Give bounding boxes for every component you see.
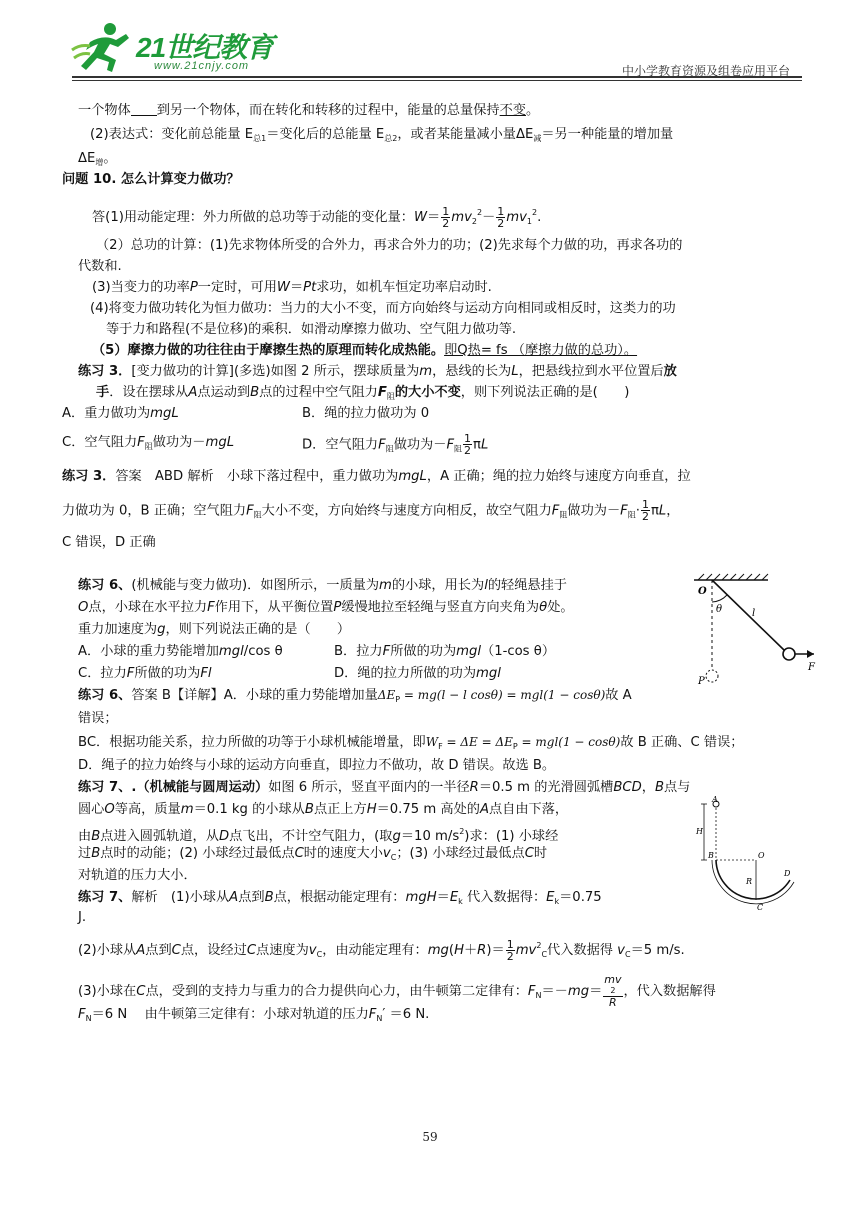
practice-6-answer-2: 错误； bbox=[78, 711, 118, 726]
practice-3-line1: 练习 3．[变力做功的计算](多选)如图 2 所示，摆球质量为m，悬线的长为L，把悬线拉到水平位置后放 bbox=[78, 364, 677, 379]
answer-1: 答(1)用动能定理：外力所做的总功等于动能的变化量：W＝ $\frac{1}{2}$ $mv_2^2-$ $\frac{1}{2}$ $mv_1^2$. bbox=[92, 204, 542, 230]
practice-6-answer-1: 练习 6、答案 B【详解】A．小球的重力势能增加量$\Delta E_P = mg(l - l$ cosθ) = mgl(1 − cosθ)故 A bbox=[78, 688, 632, 704]
practice-6-option-b: B．拉力F所做的功为mgl（1-cos θ） bbox=[334, 644, 556, 659]
runner-logo-icon bbox=[70, 20, 140, 76]
svg-text:H: H bbox=[696, 827, 703, 836]
fill-blank bbox=[131, 103, 157, 116]
label-theta: θ bbox=[716, 604, 723, 615]
practice-3-option-a: A．重力做功为mgL bbox=[62, 406, 179, 421]
logo bbox=[70, 20, 310, 80]
svg-text:R: R bbox=[746, 877, 753, 886]
practice-3-line2: 手．设在摆球从A点运动到B点的过程中空气阻力$F_阻$的大小不变，则下列说法正确的是( ) bbox=[96, 385, 630, 401]
practice-7-answer-3: (3)小球在C点，受到的支持力与重力的合力提供向心力，由牛顿第二定律有：$F_N=-mg=$ mv 2 R ，代入数据解得 bbox=[78, 973, 716, 1009]
practice-7-line3: 由B点进入圆弧轨道，从D点飞出，不计空气阻力，(取g＝10 $m/s^2$)求：(1) 小球经 bbox=[78, 827, 559, 844]
answer-3: (3)当变力的功率P一定时，可用W＝Pt求功，如机车恒定功率启动时. bbox=[92, 280, 492, 295]
practice-7-line2: 圆心O等高，质量m＝0.1 kg 的小球从B点正上方H＝0.75 m 高处的A点自由下落， bbox=[78, 802, 569, 817]
answer-4-cont: 等于力和路程(不是位移)的乘积．如滑动摩擦力做功、空气阻力做功等. bbox=[106, 322, 517, 337]
practice-3-answer-2: 力做功为 0，B 正确；空气阻力$F_阻$大小不变，方向始终与速度方向相反，故空气阻力$F_阻$做功为$-F_阻\cdot$ $\frac{1}{2}$ πL， bbox=[62, 498, 680, 523]
practice-6-option-a: A．小球的重力势能增加mgl/cos θ bbox=[78, 644, 283, 659]
logo-url: www.21cnjy.com bbox=[154, 60, 250, 72]
practice-3-answer-1: 练习 3．答案 ABD 解析 小球下落过程中，重力做功为mgL，A 正确；绳的拉力始终与速度方向垂直，拉 bbox=[62, 469, 691, 484]
practice-6-line2: O点，小球在水平拉力F作用下，从平衡位置P缓慢地拉至轻绳与竖直方向夹角为θ处。 bbox=[78, 600, 574, 615]
practice-3-answer-3: C 错误，D 正确 bbox=[62, 535, 156, 550]
practice-7-answer-4: $F_N=6$ N 由牛顿第三定律有：小球对轨道的压力$F_N' =6$ N. bbox=[78, 1007, 430, 1023]
svg-text:C: C bbox=[757, 903, 764, 912]
label-l: l bbox=[752, 608, 756, 619]
svg-text:D: D bbox=[784, 869, 791, 878]
expression-line-2: $\Delta E_增$。 bbox=[78, 151, 117, 167]
practice-7-answer-2: (2)小球从A点到C点，设经过C点速度为$v_C$，由动能定理有：mg(H＋R)＝ $\frac{1}{2}$ $mv^2_C$代入数据得 $v_C=5$ m/s. bbox=[78, 937, 685, 963]
practice-3-option-c: C．空气阻力$F_阻$做功为－mgL bbox=[62, 435, 235, 451]
expression-line: (2)表达式：变化前总能量 $E_{总1}=$变化后的总能量 $E_{总2}$，或者某能量减小量$\Delta E_减=$另一种能量的增加量 bbox=[90, 127, 674, 143]
label-o: O bbox=[698, 586, 707, 597]
practice-6-option-d: D．绳的拉力所做的功为mgl bbox=[334, 666, 501, 681]
page-header bbox=[60, 18, 800, 80]
answer-2-cont: 代数和. bbox=[78, 259, 122, 274]
practice-7-line5: 对轨道的压力大小． bbox=[78, 868, 197, 883]
svg-text:O: O bbox=[758, 851, 765, 860]
header-rule bbox=[72, 76, 802, 78]
practice-7-answer-1b: J. bbox=[78, 910, 87, 925]
practice-6-answer-4: D．绳子的拉力始终与小球的运动方向垂直，即拉力不做功，故 D 错误。故选 B。 bbox=[78, 758, 556, 773]
label-f: F bbox=[808, 662, 815, 673]
header-rule-thin bbox=[72, 80, 802, 81]
practice-7-line4: 过B点时的动能；(2) 小球经过最低点C时的速度大小$v_C$；(3) 小球经过最低点C时 bbox=[78, 846, 548, 862]
pendulum-figure bbox=[690, 572, 820, 692]
logo-text: 21世纪教育 bbox=[136, 32, 274, 63]
page-number: 59 bbox=[422, 1130, 438, 1144]
energy-conservation-line: 一个物体 到另一个物体，而在转化和转移的过程中，能量的总量保持不变。 bbox=[78, 103, 540, 118]
practice-3-option-d: D．空气阻力$F_阻$做功为$-F_阻$ $\frac{1}{2}$ πL bbox=[302, 432, 489, 457]
circular-track-figure bbox=[690, 796, 800, 926]
answer-2: （2）总功的计算：(1)先求物体所受的合外力，再求合外力的功；(2)先求每个力做的功，再求各功的 bbox=[96, 238, 683, 253]
svg-text:A: A bbox=[712, 796, 718, 804]
answer-5: （5）摩擦力做的功往往由于摩擦生热的原理而转化成热能。即Q热= fs （摩擦力做的总功）。 bbox=[92, 343, 638, 358]
answer-4: (4)将变力做功转化为恒力做功：当力的大小不变，而方向始终与运动方向相同或相反时，这类力的功 bbox=[90, 301, 676, 316]
practice-6-line1: 练习 6、(机械能与变力做功)．如图所示，一质量为m的小球，用长为l的轻绳悬挂于 bbox=[78, 578, 567, 593]
practice-6-answer-3: BC．根据功能关系，拉力所做的功等于小球机械能增量，即$W_F = \Delta E = \Delta E_P = mgl(1 - \cos\theta)$故 B 正确、C 错误； bbox=[78, 735, 744, 751]
practice-7-answer-1: 练习 7、解析 (1)小球从A点到B点，根据动能定理有：$mgH=E_k$ 代入数据得：$E_k=0.75$ bbox=[78, 890, 602, 906]
question-10-title: 问题 10. 怎么计算变力做功？ bbox=[62, 172, 240, 187]
practice-6-line3: 重力加速度为g，则下列说法正确的是（ ） bbox=[78, 622, 351, 637]
practice-3-option-b: B．绳的拉力做功为 0 bbox=[302, 406, 430, 421]
platform-name: 中小学教育资源及组卷应用平台 bbox=[621, 64, 790, 78]
practice-7-line1: 练习 7、.（机械能与圆周运动）如图 6 所示，竖直平面内的一半径R＝0.5 m 的光滑圆弧槽BCD，B点与 bbox=[78, 780, 691, 795]
label-p: P bbox=[698, 676, 705, 687]
svg-text:B: B bbox=[708, 851, 714, 860]
practice-6-option-c: C．拉力F所做的功为Fl bbox=[78, 666, 212, 681]
